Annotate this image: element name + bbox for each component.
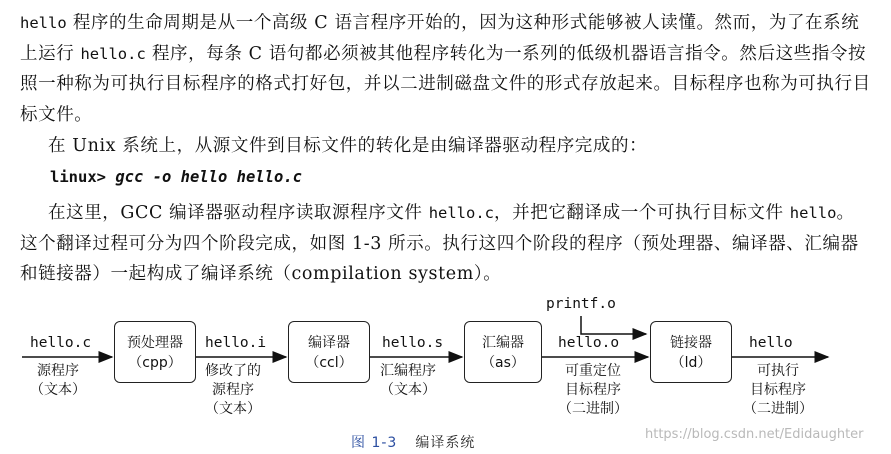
paragraph-2: 在 Unix 系统上，从源文件到目标文件的转化是由编译器驱动程序完成的：	[48, 136, 648, 156]
stage-tool: （as）	[481, 355, 525, 371]
command-prompt: linux>	[50, 168, 106, 186]
code-hello-c-2: hello.c	[428, 204, 495, 222]
stage-box-linker	[650, 321, 732, 383]
command-text: gcc -o hello hello.c	[115, 168, 302, 186]
file-desc: 汇编程序 （文本）	[380, 363, 436, 398]
paragraph-3-text-b: ，并把它翻译成一个可执行目标文件	[494, 203, 790, 223]
stage-box-assembler	[464, 321, 542, 383]
paragraph-3-text-c: 。这个翻译过程可分为四个阶段完成，如图 1-3 所示。执行这四个阶段的程序（预处理器、编译器、汇编器和链接器）一起构成了编译系统（compilation system）。	[20, 203, 859, 284]
figure-title: 编译系统	[415, 435, 476, 451]
figure-caption	[351, 432, 475, 452]
stage-box-compiler	[288, 321, 370, 383]
code-hello-c: hello.c	[80, 44, 146, 63]
stage-box-preprocessor	[114, 321, 196, 383]
paragraph-1-text-a: 程序的生命周期是从一个高级 C 语言程序开始的，因为这种形式能够被人读懂。然而，为了在系统上运行	[20, 13, 860, 64]
figure-number: 图 1-3	[351, 435, 398, 451]
paragraph-3-text-a: 在这里，GCC 编译器驱动程序读取源程序文件	[48, 203, 429, 223]
file-label: hello	[749, 335, 793, 351]
stage-name: 预处理器	[127, 335, 183, 351]
stage-tool: （ld）	[670, 355, 712, 371]
file-desc: 修改了的 源程序 （文本）	[205, 363, 261, 417]
command-line	[50, 168, 302, 186]
stage-name: 编译器	[308, 335, 350, 351]
stage-tool: （cpp）	[128, 355, 182, 371]
stage-name: 链接器	[670, 335, 712, 351]
extra-input-label: printf.o	[546, 296, 616, 312]
paragraph-1	[20, 8, 872, 130]
file-label: hello.o	[558, 335, 620, 351]
file-label: hello.i	[205, 335, 267, 351]
file-label: hello.c	[30, 335, 92, 351]
file-desc: 源程序 （文本）	[30, 363, 86, 398]
stage-tool: （ccl）	[305, 355, 353, 371]
arrow-printf	[581, 316, 646, 334]
file-label: hello.s	[382, 335, 444, 351]
stage-name: 汇编器	[482, 335, 524, 351]
file-desc: 可重定位 目标程序 （二进制）	[558, 363, 628, 417]
watermark: https://blog.csdn.net/Edidaughter	[645, 427, 864, 442]
paragraph-3	[20, 198, 872, 290]
code-hello: hello	[20, 14, 67, 32]
code-hello-2: hello	[789, 204, 837, 222]
file-desc: 可执行 目标程序 （二进制）	[743, 363, 813, 417]
paragraph-1-text-b: 程序，每条 C 语句都必须被其他程序转化为一系列的低级机器语言指令。然后这些指令按照一种称为可执行目标程序的格式打好包，并以二进制磁盘文件的形式存放起来。目标程序也称为可执行目标文件。	[20, 43, 871, 125]
